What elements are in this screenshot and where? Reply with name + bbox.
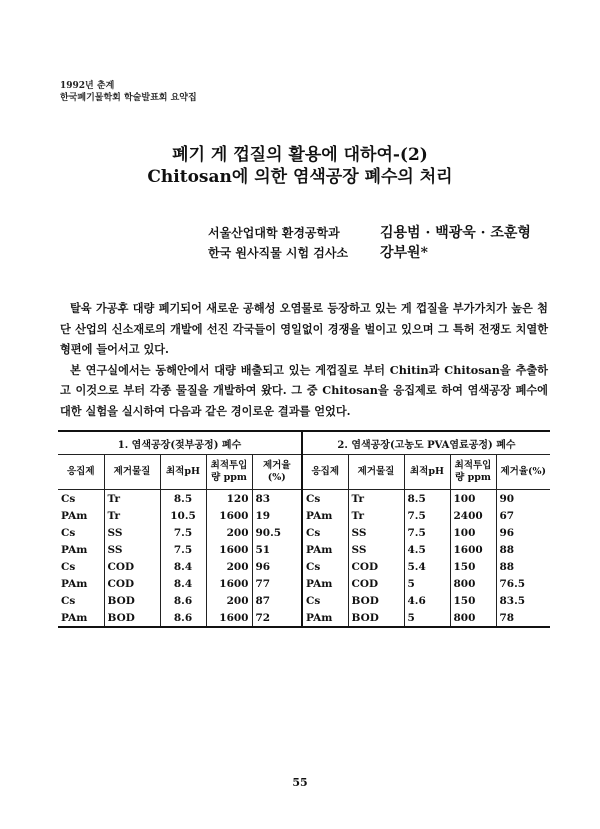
cell: 200 xyxy=(206,558,252,575)
cell: PAm xyxy=(302,507,348,524)
table-row xyxy=(58,558,550,575)
cell: 200 xyxy=(206,524,252,541)
cell: 8.5 xyxy=(160,490,206,508)
cell: Cs xyxy=(61,594,76,607)
cell: 90.5 xyxy=(252,524,302,541)
author-names: 김용범 · 백광욱 · 조훈형 xyxy=(380,225,531,241)
table-row xyxy=(58,609,550,627)
col-pollutant: 제거물질 xyxy=(348,455,404,490)
results-table xyxy=(58,430,550,628)
col-ph: 최적pH xyxy=(404,455,450,490)
col-coagulant: 응집제 xyxy=(302,455,348,490)
cell: COD xyxy=(104,575,160,592)
cell: 1600 xyxy=(206,575,252,592)
cell: 7.5 xyxy=(404,507,450,524)
cell: Tr xyxy=(348,490,404,508)
cell: BOD xyxy=(104,609,160,627)
cell: Cs xyxy=(302,490,348,508)
cell: 87 xyxy=(252,592,302,609)
cell: 90 xyxy=(496,490,550,508)
cell: Tr xyxy=(104,507,160,524)
affiliation-2 xyxy=(208,244,428,261)
col-coagulant: 응집제 xyxy=(58,455,104,490)
table-row xyxy=(58,592,550,609)
cell: COD xyxy=(348,558,404,575)
table-row xyxy=(58,524,550,541)
cell: 2400 xyxy=(450,507,496,524)
cell: 100 xyxy=(450,524,496,541)
cell: 120 xyxy=(206,490,252,508)
cell: SS xyxy=(348,524,404,541)
cell: COD xyxy=(348,575,404,592)
cell: 19 xyxy=(252,507,302,524)
proceedings-note xyxy=(60,80,197,104)
cell: 150 xyxy=(450,558,496,575)
cell: Cs xyxy=(302,558,348,575)
cell: 7.5 xyxy=(160,524,206,541)
cell: 72 xyxy=(252,609,302,627)
cell: 8.6 xyxy=(160,592,206,609)
cell: 51 xyxy=(252,541,302,558)
cell: Tr xyxy=(348,507,404,524)
abstract-paragraph: 탈육 가공후 대량 폐기되어 새로운 공해성 오염물로 등장하고 있는 게 껍질을 부가가치가 높은 첨단 산업의 신소재로의 개발에 선진 각국들이 영일없이 경쟁을 벌이고 있으며 그 특허 전쟁도 치열한 형편에 들어서고 있다. xyxy=(60,301,548,356)
abstract-paragraph: 본 연구실에서는 동해안에서 대량 배출되고 있는 게껍질로 부터 Chitin과 Chitosan을 추출하고 이것으로 부터 각종 물질을 개발하여 왔다. 그 중 Chitosan을 응집제로 하여 염색공장 폐수에 대한 실험을 실시하여 다음과 같은 경이로운 결과를 얻었다. xyxy=(60,362,548,418)
cell: PAm xyxy=(61,577,88,590)
cell: 83.5 xyxy=(496,592,550,609)
cell: 7.5 xyxy=(160,541,206,558)
col-removal: 제거율(%) xyxy=(252,455,302,490)
cell: PAm xyxy=(302,541,348,558)
abstract xyxy=(60,298,548,421)
cell: PAm xyxy=(61,543,88,556)
cell: 8.5 xyxy=(404,490,450,508)
cell: 1600 xyxy=(206,541,252,558)
cell: 800 xyxy=(450,609,496,627)
table-row xyxy=(58,541,550,558)
cell: PAm xyxy=(61,509,88,522)
cell: 5.4 xyxy=(404,558,450,575)
cell: 1600 xyxy=(450,541,496,558)
col-ph: 최적pH xyxy=(160,455,206,490)
cell: BOD xyxy=(104,592,160,609)
cell: 88 xyxy=(496,558,550,575)
table-row xyxy=(58,490,550,508)
cell: 67 xyxy=(496,507,550,524)
paper-subtitle: Chitosan에 의한 염색공장 폐수의 처리 xyxy=(147,167,453,187)
cell: 4.6 xyxy=(404,592,450,609)
cell: 150 xyxy=(450,592,496,609)
cell: 1600 xyxy=(206,609,252,627)
cell: 8.4 xyxy=(160,558,206,575)
cell: 96 xyxy=(252,558,302,575)
cell: BOD xyxy=(348,592,404,609)
cell: SS xyxy=(104,524,160,541)
cell: COD xyxy=(104,558,160,575)
cell: Cs xyxy=(302,592,348,609)
affiliation-org: 서울산업대학 환경공학과 xyxy=(208,226,340,240)
cell: SS xyxy=(348,541,404,558)
cell: Cs xyxy=(61,492,76,505)
cell: 1600 xyxy=(206,507,252,524)
cell: 200 xyxy=(206,592,252,609)
affiliation-1 xyxy=(208,224,531,241)
paper-title: 폐기 게 껍질의 활용에 대하여-(2) xyxy=(172,145,428,165)
col-dose: 최적투입량 ppm xyxy=(206,455,252,490)
cell: Tr xyxy=(104,490,160,508)
cell: 5 xyxy=(404,575,450,592)
cell: PAm xyxy=(61,611,88,624)
group-header-left: 1. 염색공장(젖부공정) 폐수 xyxy=(58,431,302,455)
page-number: 55 xyxy=(292,776,308,789)
table-row xyxy=(58,507,550,524)
cell: 5 xyxy=(404,609,450,627)
cell: PAm xyxy=(302,609,348,627)
cell: 96 xyxy=(496,524,550,541)
cell: Cs xyxy=(61,526,76,539)
cell: 76.5 xyxy=(496,575,550,592)
cell: SS xyxy=(104,541,160,558)
cell: 83 xyxy=(252,490,302,508)
cell: 8.6 xyxy=(160,609,206,627)
cell: 10.5 xyxy=(160,507,206,524)
cell: Cs xyxy=(302,524,348,541)
cell: BOD xyxy=(348,609,404,627)
cell: 800 xyxy=(450,575,496,592)
cell: 4.5 xyxy=(404,541,450,558)
cell: 78 xyxy=(496,609,550,627)
proceedings-season: 1992년 춘계 xyxy=(60,81,115,91)
affiliation-org: 한국 원사직물 시험 검사소 xyxy=(208,246,349,260)
col-removal: 제거율(%) xyxy=(496,455,550,490)
cell: PAm xyxy=(302,575,348,592)
cell: 88 xyxy=(496,541,550,558)
proceedings-name: 한국폐기물학회 학술발표회 요약집 xyxy=(60,93,197,103)
cell: 7.5 xyxy=(404,524,450,541)
cell: Cs xyxy=(61,560,76,573)
group-header-right: 2. 염색공장(고농도 PVA염료공정) 폐수 xyxy=(302,431,550,455)
col-dose: 최적투입량 ppm xyxy=(450,455,496,490)
cell: 8.4 xyxy=(160,575,206,592)
cell: 100 xyxy=(450,490,496,508)
table-row xyxy=(58,575,550,592)
author-names: 강부원* xyxy=(380,245,428,261)
col-pollutant: 제거물질 xyxy=(104,455,160,490)
cell: 77 xyxy=(252,575,302,592)
